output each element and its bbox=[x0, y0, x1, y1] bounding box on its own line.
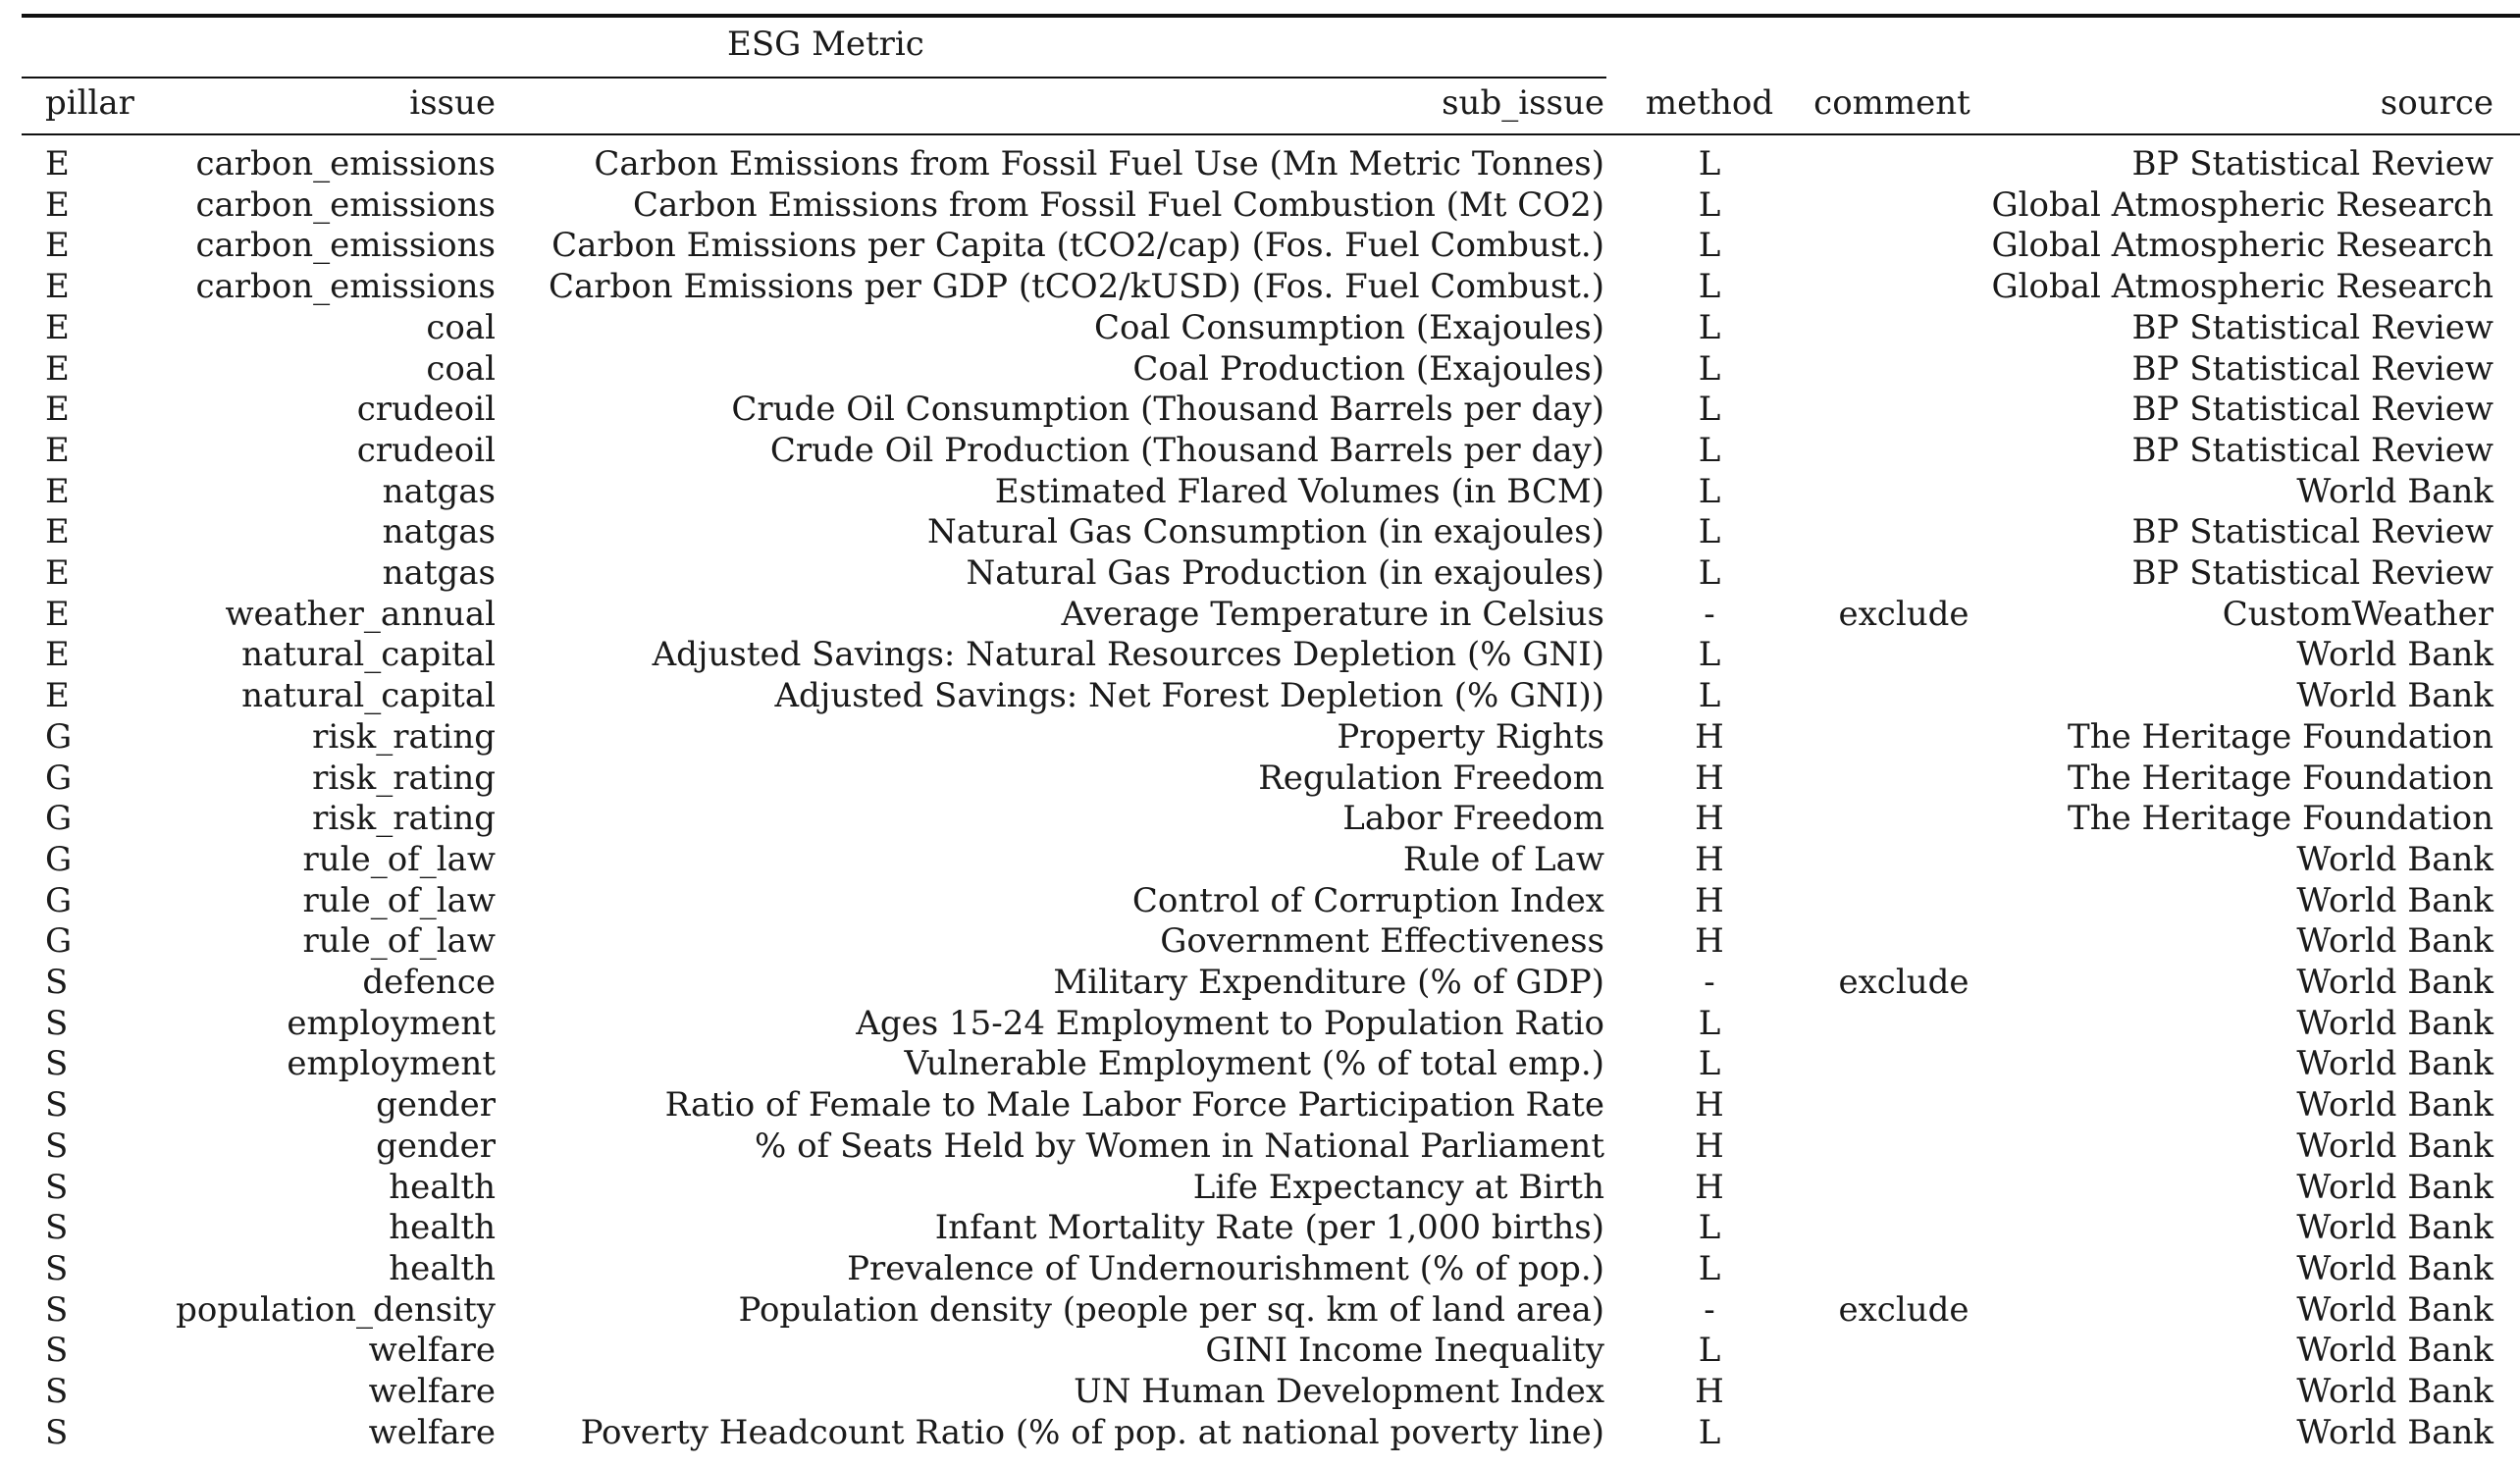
cell-method: H bbox=[1695, 1372, 1724, 1411]
cell-source: World Bank bbox=[2296, 1372, 2494, 1411]
cell-pillar: G bbox=[45, 921, 73, 961]
cell-method: L bbox=[1698, 349, 1721, 389]
cell-pillar: E bbox=[45, 185, 70, 225]
cell-source: World Bank bbox=[2296, 840, 2494, 879]
cell-method: H bbox=[1695, 759, 1724, 798]
group-header-esg-metric: ESG Metric bbox=[727, 25, 924, 64]
column-header-method: method bbox=[1645, 83, 1774, 123]
cell-pillar: S bbox=[45, 1290, 69, 1330]
cell-issue: welfare bbox=[368, 1331, 496, 1370]
cell-method: L bbox=[1698, 226, 1721, 265]
cell-pillar: E bbox=[45, 431, 70, 470]
cell-issue: rule_of_law bbox=[302, 840, 496, 879]
cell-pillar: E bbox=[45, 553, 70, 593]
cell-issue: health bbox=[389, 1249, 496, 1288]
cell-source: The Heritage Foundation bbox=[2068, 759, 2494, 798]
cell-issue: carbon_emissions bbox=[195, 226, 496, 265]
cell-issue: health bbox=[389, 1168, 496, 1207]
cell-pillar: S bbox=[45, 1004, 69, 1043]
cell-sub-issue: % of Seats Held by Women in National Parliament bbox=[754, 1126, 1604, 1166]
cell-sub-issue: Control of Corruption Index bbox=[1131, 881, 1604, 920]
cell-source: World Bank bbox=[2296, 1290, 2494, 1330]
cell-method: H bbox=[1695, 921, 1724, 961]
cell-sub-issue: Rule of Law bbox=[1402, 840, 1604, 879]
cell-source: World Bank bbox=[2296, 1168, 2494, 1207]
cell-source: Global Atmospheric Research bbox=[1991, 185, 2494, 225]
cell-source: BP Statistical Review bbox=[2131, 308, 2494, 347]
cell-issue: carbon_emissions bbox=[195, 185, 496, 225]
cell-method: H bbox=[1695, 1126, 1724, 1166]
cell-method: L bbox=[1698, 1331, 1721, 1370]
cell-sub-issue: GINI Income Inequality bbox=[1205, 1331, 1604, 1370]
cell-sub-issue: Labor Freedom bbox=[1342, 799, 1604, 838]
cell-issue: welfare bbox=[368, 1372, 496, 1411]
cell-issue: employment bbox=[287, 1004, 496, 1043]
cell-sub-issue: Natural Gas Consumption (in exajoules) bbox=[927, 512, 1604, 551]
cell-comment: exclude bbox=[1838, 1290, 1969, 1330]
cell-method: H bbox=[1695, 717, 1724, 757]
cell-source: World Bank bbox=[2296, 881, 2494, 920]
cell-method: L bbox=[1698, 144, 1721, 183]
cell-pillar: G bbox=[45, 717, 73, 757]
cell-pillar: S bbox=[45, 1085, 69, 1125]
cell-method: L bbox=[1698, 635, 1721, 674]
cell-sub-issue: Carbon Emissions from Fossil Fuel Use (Mn Metric Tonnes) bbox=[594, 144, 1604, 183]
column-header-sub-issue: sub_issue bbox=[1442, 83, 1604, 123]
cell-sub-issue: Regulation Freedom bbox=[1258, 759, 1604, 798]
cell-source: World Bank bbox=[2296, 635, 2494, 674]
cell-source: The Heritage Foundation bbox=[2068, 799, 2494, 838]
cell-issue: population_density bbox=[176, 1290, 496, 1330]
cell-pillar: S bbox=[45, 1331, 69, 1370]
cell-sub-issue: Adjusted Savings: Natural Resources Depletion (% GNI) bbox=[652, 635, 1604, 674]
cell-issue: rule_of_law bbox=[302, 881, 496, 920]
cell-method: H bbox=[1695, 881, 1724, 920]
cell-issue: risk_rating bbox=[312, 799, 496, 838]
cell-source: World Bank bbox=[2296, 921, 2494, 961]
cell-pillar: E bbox=[45, 635, 70, 674]
cell-method: L bbox=[1698, 1249, 1721, 1288]
cell-issue: defence bbox=[362, 963, 496, 1002]
cell-pillar: G bbox=[45, 881, 73, 920]
cell-pillar: S bbox=[45, 1044, 69, 1083]
cell-issue: gender bbox=[376, 1085, 496, 1125]
cell-sub-issue: Carbon Emissions per Capita (tCO2/cap) (Fos. Fuel Combust.) bbox=[551, 226, 1604, 265]
cell-issue: risk_rating bbox=[312, 759, 496, 798]
cell-sub-issue: Adjusted Savings: Net Forest Depletion (% GNI)) bbox=[774, 676, 1604, 715]
cell-method: L bbox=[1698, 676, 1721, 715]
cell-sub-issue: Military Expenditure (% of GDP) bbox=[1053, 963, 1604, 1002]
cell-source: BP Statistical Review bbox=[2131, 144, 2494, 183]
cell-method: H bbox=[1695, 1168, 1724, 1207]
cell-issue: natgas bbox=[382, 512, 496, 551]
column-header-issue: issue bbox=[409, 83, 496, 123]
cell-method: L bbox=[1698, 553, 1721, 593]
cell-pillar: E bbox=[45, 676, 70, 715]
cell-pillar: E bbox=[45, 144, 70, 183]
cell-method: - bbox=[1704, 963, 1715, 1002]
cell-pillar: S bbox=[45, 963, 69, 1002]
header-rule bbox=[22, 133, 2520, 135]
cell-source: World Bank bbox=[2296, 1004, 2494, 1043]
cell-source: BP Statistical Review bbox=[2131, 553, 2494, 593]
cell-comment: exclude bbox=[1838, 595, 1969, 634]
cell-issue: natgas bbox=[382, 472, 496, 511]
cell-method: L bbox=[1698, 1044, 1721, 1083]
cell-pillar: E bbox=[45, 390, 70, 429]
column-header-comment: comment bbox=[1813, 83, 1970, 123]
cell-issue: carbon_emissions bbox=[195, 144, 496, 183]
cell-source: World Bank bbox=[2296, 472, 2494, 511]
top-rule bbox=[22, 14, 2520, 18]
cell-issue: coal bbox=[426, 349, 496, 389]
cell-method: L bbox=[1698, 512, 1721, 551]
cell-source: The Heritage Foundation bbox=[2068, 717, 2494, 757]
cell-issue: health bbox=[389, 1208, 496, 1247]
cell-method: L bbox=[1698, 1004, 1721, 1043]
cell-pillar: G bbox=[45, 799, 73, 838]
cell-method: L bbox=[1698, 1413, 1721, 1452]
cell-sub-issue: Government Effectiveness bbox=[1160, 921, 1604, 961]
cell-sub-issue: Carbon Emissions from Fossil Fuel Combustion (Mt CO2) bbox=[633, 185, 1604, 225]
cell-pillar: S bbox=[45, 1413, 69, 1452]
cell-sub-issue: Vulnerable Employment (% of total emp.) bbox=[904, 1044, 1604, 1083]
cell-source: World Bank bbox=[2296, 1331, 2494, 1370]
cell-issue: natgas bbox=[382, 553, 496, 593]
cell-issue: employment bbox=[287, 1044, 496, 1083]
cell-source: BP Statistical Review bbox=[2131, 390, 2494, 429]
cell-pillar: S bbox=[45, 1208, 69, 1247]
group-header-rule bbox=[22, 77, 1606, 79]
cell-method: L bbox=[1698, 431, 1721, 470]
cell-issue: risk_rating bbox=[312, 717, 496, 757]
cell-method: - bbox=[1704, 595, 1715, 634]
cell-sub-issue: Population density (people per sq. km of land area) bbox=[738, 1290, 1604, 1330]
cell-pillar: S bbox=[45, 1372, 69, 1411]
cell-method: H bbox=[1695, 799, 1724, 838]
cell-source: BP Statistical Review bbox=[2131, 431, 2494, 470]
cell-pillar: E bbox=[45, 308, 70, 347]
cell-sub-issue: UN Human Development Index bbox=[1074, 1372, 1604, 1411]
cell-sub-issue: Property Rights bbox=[1337, 717, 1604, 757]
cell-pillar: E bbox=[45, 226, 70, 265]
cell-sub-issue: Crude Oil Production (Thousand Barrels per day) bbox=[769, 431, 1604, 470]
cell-source: World Bank bbox=[2296, 1044, 2494, 1083]
cell-method: L bbox=[1698, 472, 1721, 511]
cell-issue: crudeoil bbox=[356, 431, 496, 470]
cell-method: H bbox=[1695, 1085, 1724, 1125]
cell-sub-issue: Poverty Headcount Ratio (% of pop. at national poverty line) bbox=[580, 1413, 1604, 1452]
cell-issue: coal bbox=[426, 308, 496, 347]
cell-pillar: G bbox=[45, 840, 73, 879]
cell-issue: rule_of_law bbox=[302, 921, 496, 961]
cell-issue: welfare bbox=[368, 1413, 496, 1452]
cell-method: L bbox=[1698, 390, 1721, 429]
cell-sub-issue: Average Temperature in Celsius bbox=[1061, 595, 1604, 634]
cell-source: World Bank bbox=[2296, 1208, 2494, 1247]
cell-source: World Bank bbox=[2296, 963, 2494, 1002]
cell-pillar: E bbox=[45, 595, 70, 634]
cell-comment: exclude bbox=[1838, 963, 1969, 1002]
cell-sub-issue: Coal Consumption (Exajoules) bbox=[1093, 308, 1604, 347]
cell-sub-issue: Infant Mortality Rate (per 1,000 births) bbox=[934, 1208, 1604, 1247]
cell-source: BP Statistical Review bbox=[2131, 349, 2494, 389]
cell-sub-issue: Ratio of Female to Male Labor Force Participation Rate bbox=[664, 1085, 1604, 1125]
cell-source: CustomWeather bbox=[2222, 595, 2494, 634]
cell-sub-issue: Natural Gas Production (in exajoules) bbox=[966, 553, 1604, 593]
column-header-source: source bbox=[2380, 83, 2494, 123]
cell-pillar: S bbox=[45, 1249, 69, 1288]
cell-method: L bbox=[1698, 185, 1721, 225]
cell-issue: carbon_emissions bbox=[195, 267, 496, 306]
cell-source: World Bank bbox=[2296, 676, 2494, 715]
cell-source: Global Atmospheric Research bbox=[1991, 226, 2494, 265]
cell-method: H bbox=[1695, 840, 1724, 879]
cell-method: - bbox=[1704, 1290, 1715, 1330]
cell-issue: weather_annual bbox=[225, 595, 496, 634]
cell-pillar: S bbox=[45, 1126, 69, 1166]
cell-method: L bbox=[1698, 308, 1721, 347]
cell-source: World Bank bbox=[2296, 1249, 2494, 1288]
cell-source: World Bank bbox=[2296, 1413, 2494, 1452]
cell-sub-issue: Life Expectancy at Birth bbox=[1192, 1168, 1604, 1207]
cell-issue: crudeoil bbox=[356, 390, 496, 429]
cell-pillar: E bbox=[45, 267, 70, 306]
cell-pillar: E bbox=[45, 349, 70, 389]
cell-pillar: E bbox=[45, 512, 70, 551]
cell-issue: natural_capital bbox=[241, 635, 496, 674]
cell-sub-issue: Estimated Flared Volumes (in BCM) bbox=[994, 472, 1604, 511]
cell-sub-issue: Coal Production (Exajoules) bbox=[1132, 349, 1604, 389]
cell-source: World Bank bbox=[2296, 1126, 2494, 1166]
cell-sub-issue: Carbon Emissions per GDP (tCO2/kUSD) (Fos. Fuel Combust.) bbox=[548, 267, 1604, 306]
cell-method: L bbox=[1698, 1208, 1721, 1247]
cell-pillar: S bbox=[45, 1168, 69, 1207]
cell-method: L bbox=[1698, 267, 1721, 306]
cell-sub-issue: Ages 15-24 Employment to Population Ratio bbox=[856, 1004, 1604, 1043]
cell-source: BP Statistical Review bbox=[2131, 512, 2494, 551]
column-header-pillar: pillar bbox=[45, 83, 134, 123]
cell-issue: gender bbox=[376, 1126, 496, 1166]
cell-source: Global Atmospheric Research bbox=[1991, 267, 2494, 306]
cell-pillar: G bbox=[45, 759, 73, 798]
cell-source: World Bank bbox=[2296, 1085, 2494, 1125]
cell-sub-issue: Prevalence of Undernourishment (% of pop.) bbox=[847, 1249, 1604, 1288]
cell-sub-issue: Crude Oil Consumption (Thousand Barrels per day) bbox=[731, 390, 1604, 429]
cell-issue: natural_capital bbox=[241, 676, 496, 715]
cell-pillar: E bbox=[45, 472, 70, 511]
